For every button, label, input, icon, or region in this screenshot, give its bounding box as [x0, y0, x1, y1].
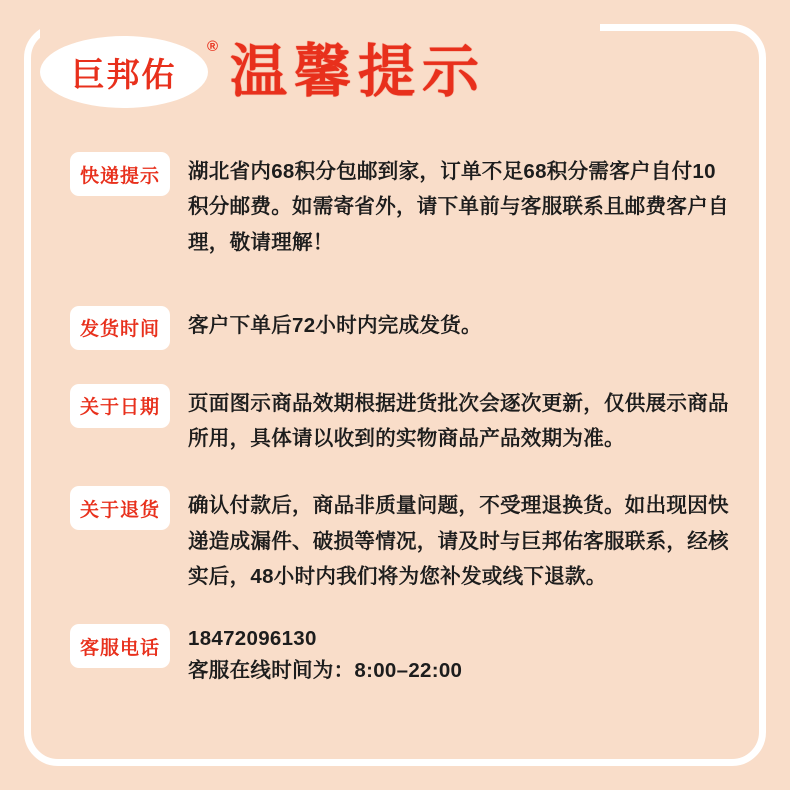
page-header [40, 36, 486, 108]
text-express: 湖北省内68积分包邮到家，订单不足68积分需客户自付10积分邮费。如需寄省外，请下单前与客服联系且邮费客户自理，敬请理解！ [188, 160, 729, 254]
notice-row-date [70, 384, 730, 457]
brand-logo [40, 36, 218, 108]
tag-date: 关于日期 [70, 384, 170, 428]
notice-row-express [70, 152, 730, 260]
service-hours: 客服在线时间为：8:00–22:00 [188, 658, 463, 682]
page-title: 温馨提示 [230, 39, 486, 104]
logo-text: 巨邦佑 [71, 55, 177, 93]
notice-row-return [70, 486, 730, 594]
text-return: 确认付款后，商品非质量问题，不受理退换货。如出现因快递造成漏件、破损等情况，请及时与巨邦佑客服联系，经核实后，48小时内我们将为您补发或线下退款。 [188, 494, 729, 588]
tag-return: 关于退货 [70, 486, 170, 530]
text-date: 页面图示商品效期根据进货批次会逐次更新，仅供展示商品所用，具体请以收到的实物商品产品效期为准。 [188, 391, 729, 450]
notice-row-service-phone [70, 624, 730, 688]
service-contact-block [188, 624, 730, 688]
text-shipping-time: 客户下单后72小时内完成发货。 [188, 313, 482, 337]
notice-sections [70, 152, 730, 714]
tag-service-phone: 客服电话 [70, 624, 170, 668]
service-phone-number[interactable]: 18472096130 [188, 627, 317, 650]
tag-express: 快递提示 [70, 152, 170, 196]
registered-trademark-icon: ® [206, 38, 218, 55]
tag-shipping-time: 发货时间 [70, 306, 170, 350]
notice-row-shipping-time [70, 306, 730, 350]
